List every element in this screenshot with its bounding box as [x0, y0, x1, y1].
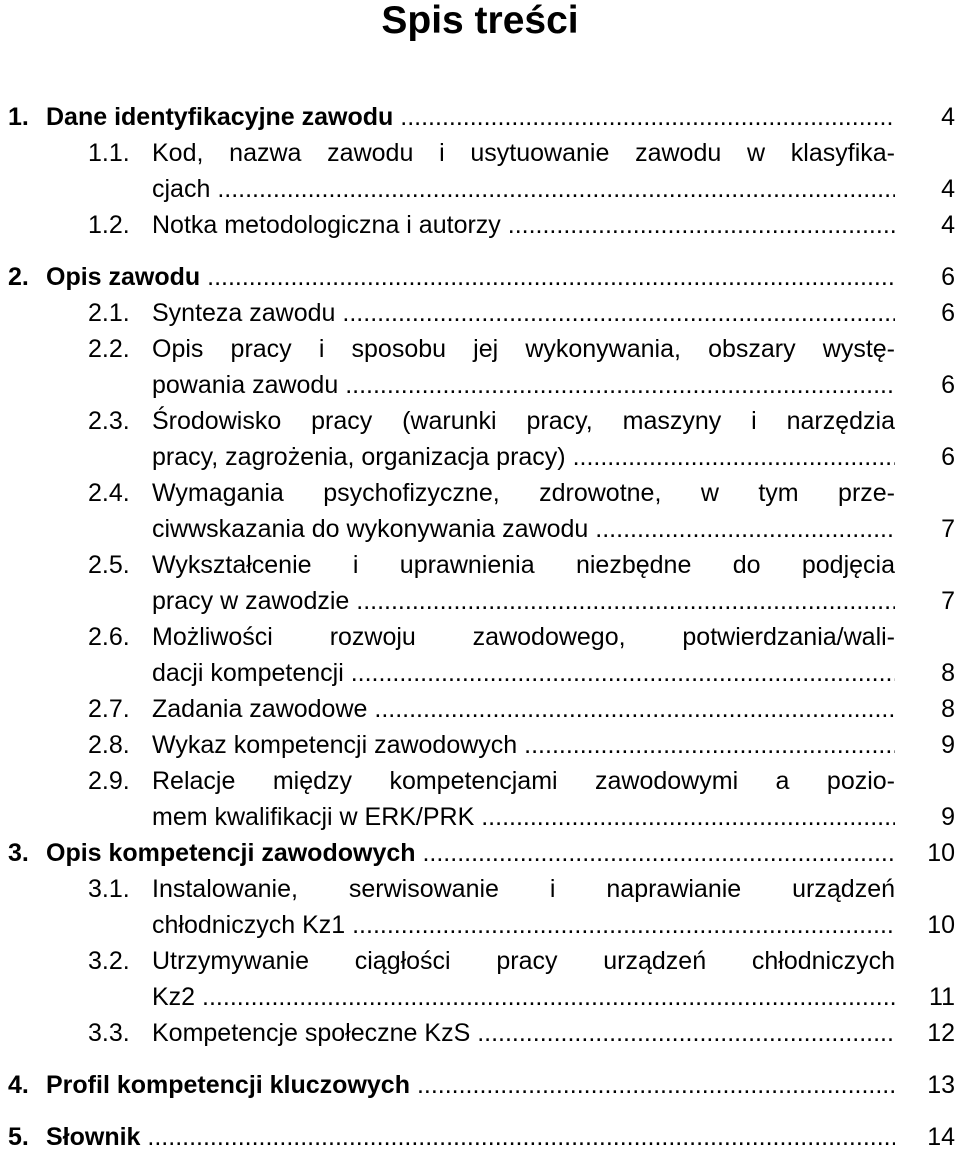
toc-entry-title-line: pracy w zawodzie .....	[152, 586, 895, 616]
toc-entry-number: 2.1.	[88, 299, 130, 327]
toc-entry-number: 3.1.	[88, 875, 130, 903]
toc-entry-title-line: Możliwości rozwoju zawodowego, potwierdzania/wali-	[152, 623, 895, 651]
toc-entry-number: 2.	[8, 263, 29, 291]
toc-entry-page-number: 11	[929, 983, 955, 1011]
toc-entry-number: 2.6.	[88, 623, 130, 651]
toc-entry-title-line: Opis zawodu .....	[46, 262, 895, 292]
toc-entry-title-line: cjach .....	[152, 174, 895, 204]
toc-entry-title-line: Słownik .....	[46, 1122, 895, 1152]
toc-entry-number: 5.	[8, 1123, 29, 1151]
toc-entry-number: 2.4.	[88, 479, 130, 507]
toc-entry-number: 2.9.	[88, 767, 130, 795]
toc-entry-title-line: Instalowanie, serwisowanie i naprawianie urządzeń	[152, 875, 895, 903]
toc-entry-number: 4.	[8, 1071, 29, 1099]
toc-entry-page-number: 6	[941, 263, 955, 291]
toc-entry-title-line: dacji kompetencji .....	[152, 658, 895, 688]
page-title: Spis treści	[381, 0, 579, 42]
toc-entry-title-line: ciwwskazania do wykonywania zawodu .....	[152, 514, 895, 544]
toc-entry-number: 2.7.	[88, 695, 130, 723]
toc-entry-title-line: Opis pracy i sposobu jej wykonywania, obszary wystę-	[152, 335, 895, 363]
toc-entry-page-number: 14	[927, 1123, 955, 1151]
toc-entry-page-number: 6	[941, 299, 955, 327]
toc-entry-page-number: 9	[941, 731, 955, 759]
toc-entry-page-number: 12	[927, 1019, 955, 1047]
toc-entry-number: 1.1.	[88, 139, 130, 167]
toc-entry-page-number: 4	[941, 211, 955, 239]
toc-entry-title-line: Opis kompetencji zawodowych .....	[46, 838, 895, 868]
toc-entry-page-number: 13	[927, 1071, 955, 1099]
toc-entry-page-number: 7	[941, 515, 955, 543]
toc-entry-title-line: powania zawodu .....	[152, 370, 895, 400]
toc-entry-number: 2.8.	[88, 731, 130, 759]
toc-entry-title-line: Wykształcenie i uprawnienia niezbędne do podjęcia	[152, 551, 895, 579]
toc-entry-title-line: Wymagania psychofizyczne, zdrowotne, w tym prze-	[152, 479, 895, 507]
toc-entry-page-number: 9	[941, 803, 955, 831]
toc-entry-page-number: 8	[941, 659, 955, 687]
toc-entry-page-number: 4	[941, 175, 955, 203]
toc-entry-title-line: Utrzymywanie ciągłości pracy urządzeń chłodniczych	[152, 947, 895, 975]
toc-entry-page-number: 8	[941, 695, 955, 723]
toc-entry-title-line: Dane identyfikacyjne zawodu .....	[46, 102, 895, 132]
toc-entry-page-number: 10	[927, 911, 955, 939]
toc-entry-title-line: Kod, nazwa zawodu i usytuowanie zawodu w klasyfika-	[152, 139, 895, 167]
toc-entry-title-line: Notka metodologiczna i autorzy .....	[152, 210, 895, 240]
toc-entry-number: 2.2.	[88, 335, 130, 363]
toc-entry-number: 3.3.	[88, 1019, 130, 1047]
toc-entry-number: 3.	[8, 839, 29, 867]
toc-entry-page-number: 4	[941, 103, 955, 131]
toc-entry-title-line: Środowisko pracy (warunki pracy, maszyny i narzędzia	[152, 407, 895, 435]
toc-entry-number: 2.5.	[88, 551, 130, 579]
toc-entry-title-line: Kz2 .....	[152, 982, 895, 1012]
toc-entry-title-line: Kompetencje społeczne KzS .....	[152, 1018, 895, 1048]
toc-entry-page-number: 10	[927, 839, 955, 867]
toc-entry-number: 2.3.	[88, 407, 130, 435]
toc-entry-title-line: Relacje między kompetencjami zawodowymi a pozio-	[152, 767, 895, 795]
toc-entry-title-line: Profil kompetencji kluczowych .....	[46, 1070, 895, 1100]
toc-entry-number: 1.2.	[88, 211, 130, 239]
toc-entry-title-line: Wykaz kompetencji zawodowych .....	[152, 730, 895, 760]
toc-entry-title-line: pracy, zagrożenia, organizacja pracy) .....	[152, 442, 895, 472]
toc-entry-page-number: 6	[941, 371, 955, 399]
toc-entry-title-line: Zadania zawodowe .....	[152, 694, 895, 724]
toc-entry-title-line: mem kwalifikacji w ERK/PRK .....	[152, 802, 895, 832]
toc-entry-number: 3.2.	[88, 947, 130, 975]
toc-entry-title-line: Synteza zawodu .....	[152, 298, 895, 328]
toc-entry-number: 1.	[8, 103, 29, 131]
toc-entry-page-number: 6	[941, 443, 955, 471]
toc-entry-page-number: 7	[941, 587, 955, 615]
toc-entry-title-line: chłodniczych Kz1 .....	[152, 910, 895, 940]
